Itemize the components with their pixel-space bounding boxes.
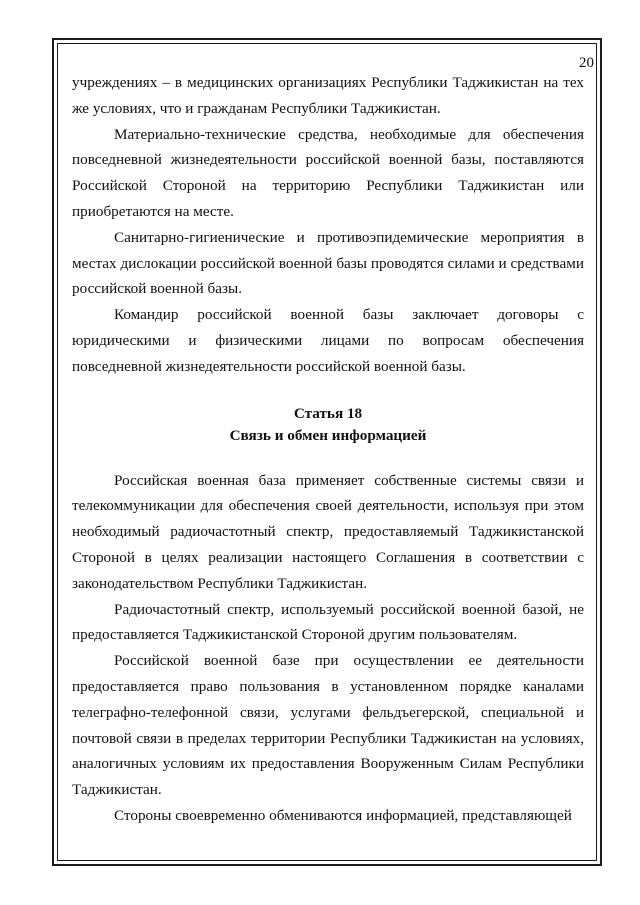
article-heading [72, 403, 584, 447]
paragraph-0: учреждениях – в медицинских организациях Республики Таджикистан на тех же условиях, что и гражданам Республики Таджикистан. [72, 74, 584, 117]
article-title: Связь и обмен информацией [229, 426, 427, 444]
article-number: Статья 18 [293, 404, 363, 422]
paragraph-2: Санитарно-гигиенические и противоэпидемические мероприятия в местах дислокации российской военной базы проводятся силами и средствами российской военной базы. [72, 228, 584, 298]
paragraph-5: Радиочастотный спектр, используемый российской военной базой, не предоставляется Таджикистанской Стороной другим пользователям. [72, 600, 584, 644]
paragraph-1: Материально-технические средства, необходимые для обеспечения повседневной жизнедеятельности российской военной базы, поставляются Российской Стороной на территорию Республики Таджикистан или приобретаются на месте. [72, 125, 584, 220]
paragraph-6: Российской военной базе при осуществлении ее деятельности предоставляется право пользования в установленном порядке каналами телеграфно-телефонной связи, услугами фельдъегерской, специальной и почтовой связи в пределах территории Республики Таджикистан на условиях, аналогичных условиям их предоставления Вооруженным Силам Республики Таджикистан. [72, 652, 584, 799]
paragraph-4: Российская военная база применяет собственные системы связи и телекоммуникации для обеспечения своей деятельности, используя при этом необходимый радиочастотный спектр, предоставляемый Таджикистанской Стороной в целях реализации настоящего Соглашения в соответствии с законодательством Республики Таджикистан. [72, 471, 584, 592]
paragraph-3: Командир российской военной базы заключает договоры с юридическими и физическими лицами по вопросам обеспечения повседневной жизнедеятельности российской военной базы. [72, 306, 584, 375]
document-body [72, 70, 584, 829]
page-number: 20 [579, 55, 594, 71]
paragraph-7: Стороны своевременно обмениваются информацией, представляющей [114, 806, 572, 824]
